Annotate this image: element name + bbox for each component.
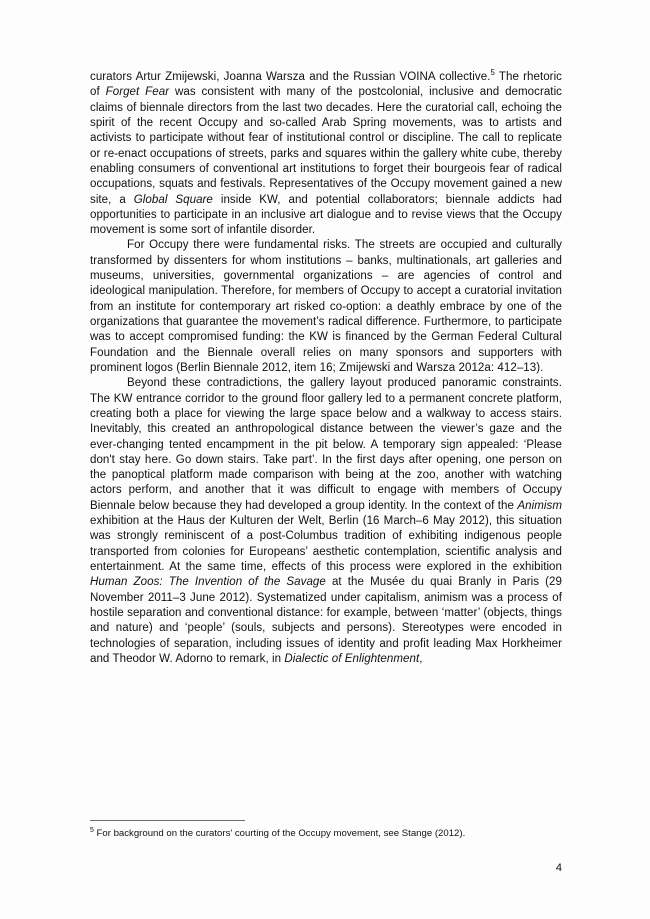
- italic-title-run: Dialectic of Enlightenment: [284, 652, 420, 665]
- italic-title-run: Human Zoos: The Invention of the Savage: [90, 576, 326, 589]
- footnote-marker: 5: [90, 826, 94, 834]
- page-number: 4: [555, 862, 562, 874]
- italic-title-run: Animism: [517, 499, 562, 512]
- italic-title-run: Global Square: [133, 193, 213, 206]
- footnote-area: [90, 820, 562, 840]
- body-paragraph: [90, 238, 562, 376]
- footnote-reference-marker: 5: [490, 68, 495, 78]
- body-text-column: [90, 70, 562, 667]
- text-run: at the Musée du quai Branly in Paris (29 November 2011–3 June 2012). Systematized under capitalism, animism was a process of hostile separation and conventional distance: for example, between ‘matter’ (objects, things and nature) and ‘people’ (souls, subjects and persons). Stereotypes were encoded in technologies of separation, including issues of identity and profit leading Max Horkheimer and Theodor W. Adorno to remark, in: [90, 576, 562, 665]
- footnote-body-text: For background on the curators' courting of the Occupy movement, see Stange (2012).: [93, 828, 466, 839]
- italic-title-run: Forget Fear: [105, 86, 170, 99]
- body-paragraph: [90, 70, 562, 238]
- text-run: Beyond these contradictions, the gallery layout produced panoramic constraints. The KW entrance corridor to the ground floor gallery led to a permanent concrete platform, creating both a place for viewing the large space below and a walkway to access stairs. Inevitably, this created an anthropological distance between the viewer’s gaze and the ever-changing tented encampment in the pit below. A temporary sign appealed: ‘Please don't stay here. Go down stairs. Take part’. In the first days after opening, one person on the panoptical platform made comparison with being at the zoo, another with watching actors perform, and another that it was difficult to engage with members of Occupy Biennale below because they had developed a group identity. In the context of the: [90, 377, 562, 512]
- text-run: The rhetoric of: [90, 71, 562, 99]
- text-run: was consistent with many of the postcolonial, inclusive and democratic claims of biennale directors from the last two decades. Here the curatorial call, echoing the spirit of the recent Occupy and so-called Arab Spring movements, was to artists and activists to participate without fear of institutional control or discipline. The call to replicate or re-enact occupations of streets, parks and squares within the gallery white cube, thereby enabling consumers of conventional art institutions to forget their bourgeois fear of radical occupations, squats and festivals. Representatives of the Occupy movement gained a new site, a: [90, 86, 562, 206]
- text-run: For Occupy there were fundamental risks. The streets are occupied and culturally transformed by dissenters for whom institutions – banks, multinationals, art galleries and museums, universities, governmental organizations – are agencies of control and ideological manipulation. Therefore, for members of Occupy to accept a curatorial invitation from an institute for contemporary art risked co-option: a deathly embrace by one of the organizations that guarantee the movement’s radical difference. Furthermore, to participate was to accept compromised funding: the KW is financed by the German Federal Cultural Foundation and the Biennale overall relies on many sponsors and supporters with prominent logos (Berlin Biennale 2012, item 16; Zmijewski and Warsza 2012a: 412–13).: [90, 239, 562, 374]
- footnote-separator-rule: [90, 820, 245, 821]
- footnote-entry: [90, 827, 562, 840]
- text-run: curators Artur Zmijewski, Joanna Warsza and the Russian VOINA collective.: [90, 71, 491, 83]
- text-run: exhibition at the Haus der Kulturen der Welt, Berlin (16 March–6 May 2012), this situation was strongly reminiscent of a post-Columbus tradition of exhibiting indigenous people transported from colonies for Europeans’ aesthetic contemplation, scientific analysis and entertainment. At the same time, effects of this process were explored in the exhibition: [90, 515, 562, 573]
- body-paragraph: [90, 376, 562, 667]
- text-run: ,: [419, 652, 423, 665]
- text-run: inside KW, and potential collaborators; biennale addicts had opportunities to participate in an inclusive art dialogue and to revise views that the Occupy movement is some sort of infantile disorder.: [90, 193, 563, 237]
